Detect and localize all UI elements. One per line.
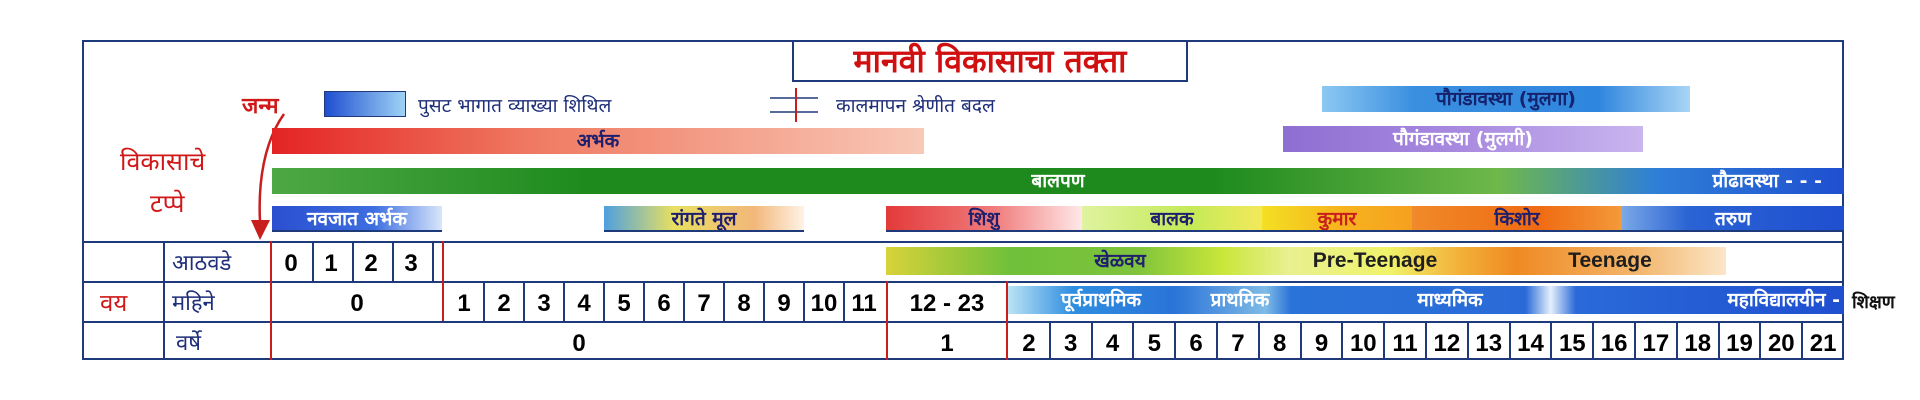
month-cell: 4: [577, 290, 591, 317]
stages-label: विकासाचे: [120, 147, 206, 176]
year-cell: 12: [1433, 330, 1461, 357]
stage-adolescence-girls: पौगंडावस्था (मुलगी): [1283, 126, 1643, 152]
stage-childhood: बालपण: [272, 168, 1844, 194]
stage-toddler: शिशु: [886, 206, 1082, 232]
month-cell: 10: [810, 290, 838, 317]
week-cell: 1: [324, 250, 338, 277]
year-cell: 21: [1809, 330, 1837, 357]
year-cell: 8: [1273, 330, 1287, 357]
stage-teenage: Teenage: [1568, 249, 1652, 272]
months-zero-cell: 0: [350, 290, 364, 317]
stage-preprimary: पूर्वप्राथमिक: [1060, 289, 1142, 311]
age-label: वय: [100, 289, 128, 317]
year-cell: 7: [1231, 330, 1245, 357]
year-one-cell: 1: [940, 330, 954, 357]
scale-change-legend-icon: [770, 88, 818, 122]
year-cell: 4: [1105, 330, 1120, 357]
chart-title: मानवी विकासाचा तक्ता: [792, 40, 1188, 82]
week-cell: 2: [364, 250, 378, 277]
stage-boy: कुमार: [1262, 206, 1412, 232]
row-label-years: वर्षे: [176, 331, 201, 356]
scale-change-legend-text: कालमापन श्रेणीत बदल: [836, 95, 995, 117]
month-cell: 9: [777, 290, 791, 317]
stage-child: बालक: [1082, 206, 1262, 232]
month-cell: 6: [657, 290, 671, 317]
year-cell: 14: [1517, 330, 1544, 357]
week-separator: [432, 241, 434, 281]
stage-youth: तरुण: [1622, 206, 1844, 232]
year-cell: 20: [1767, 330, 1795, 357]
grid-line-weeks-top: [82, 241, 1844, 243]
week-separator: [352, 241, 354, 281]
grid-line-months-top: [82, 281, 1844, 283]
birth-label: जन्म: [242, 94, 279, 119]
row-label-weeks: आठवडे: [172, 251, 232, 276]
year-cell: 3: [1064, 330, 1078, 357]
week-cell: 3: [404, 250, 418, 277]
year-cell: 16: [1600, 330, 1628, 357]
stage-crawling: रांगते मूल: [604, 206, 804, 232]
stage-preteen: Pre-Teenage: [1312, 249, 1438, 272]
stage-teen: किशोर: [1412, 206, 1622, 232]
gradient-legend-swatch: [324, 91, 406, 117]
month-cell: 2: [497, 290, 511, 317]
stage-college: महाविद्यालयीन -: [1727, 289, 1840, 311]
year-cell: 5: [1147, 330, 1161, 357]
stage-adulthood: प्रौढावस्था - - -: [1712, 170, 1822, 192]
stage-newborn: नवजात अर्भक: [272, 206, 442, 232]
row-label-months: महिने: [172, 291, 215, 316]
year-cell: 9: [1314, 330, 1329, 357]
year-cell: 10: [1349, 330, 1377, 357]
months-range-cell: 12 - 23: [909, 290, 985, 317]
stages-label-line2: टप्पे: [150, 189, 185, 218]
stage-primary: प्राथमिक: [1210, 289, 1270, 311]
year-cell: 13: [1475, 330, 1503, 357]
month-cell: 1: [457, 290, 471, 317]
education-label: शिक्षण: [1852, 292, 1895, 313]
year-cell: 19: [1726, 330, 1753, 357]
week-cell: 0: [284, 250, 298, 277]
year-cell: 15: [1558, 330, 1586, 357]
year-zero-cell: 0: [572, 330, 586, 357]
year-cell: 6: [1189, 330, 1203, 357]
year-cell: 11: [1392, 330, 1418, 357]
grid-line-years-top: [82, 321, 1844, 323]
month-cell: 3: [537, 290, 551, 317]
month-cell: 5: [617, 290, 631, 317]
month-cell: 11: [851, 290, 877, 317]
stage-adolescence-boys: पौगंडावस्था (मुलगा): [1322, 86, 1690, 112]
stage-secondary: माध्यमिक: [1417, 289, 1483, 311]
stage-infant: अर्भक: [272, 128, 924, 154]
month-cell: 7: [697, 290, 711, 317]
month-cell: 8: [737, 290, 751, 317]
year-cell: 18: [1684, 330, 1712, 357]
week-separator: [392, 241, 394, 281]
year-cell: 17: [1642, 330, 1670, 357]
stage-play-age: खेळवय: [1094, 250, 1146, 272]
grid-line-label-col: [163, 241, 165, 360]
gradient-legend-text: पुसट भागात व्याख्या शिथिल: [418, 95, 612, 117]
year-cell: 2: [1022, 330, 1036, 357]
week-separator: [312, 241, 314, 281]
